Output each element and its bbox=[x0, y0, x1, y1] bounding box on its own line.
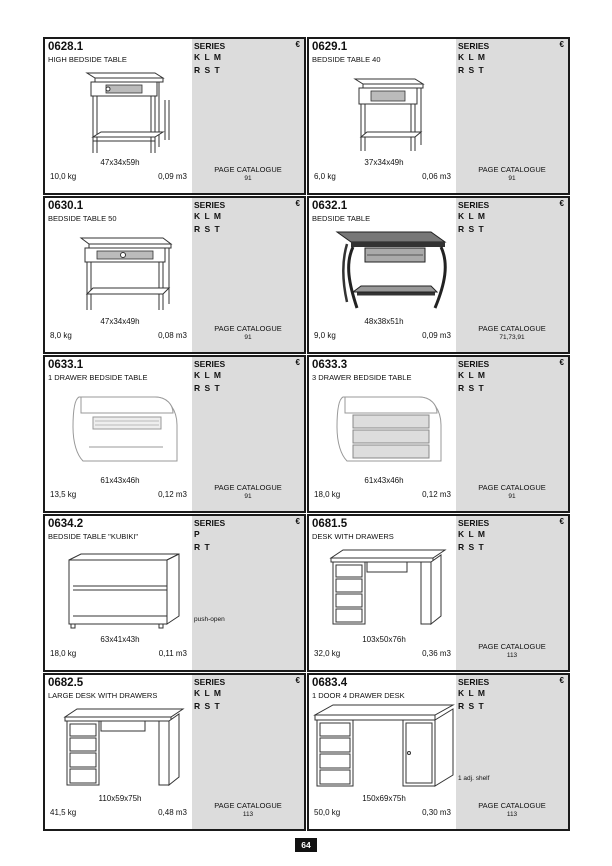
weight: 50,0 kg bbox=[314, 808, 341, 817]
product-grid bbox=[43, 37, 571, 832]
bedside-table-40-drawing bbox=[323, 65, 451, 157]
info-panel bbox=[192, 516, 304, 670]
volume: 0,11 m3 bbox=[158, 649, 187, 658]
product-name: BEDSIDE TABLE bbox=[312, 214, 371, 223]
weight: 32,0 kg bbox=[314, 649, 341, 658]
series-label: SERIES bbox=[194, 41, 226, 51]
dimensions: 150x69x75h bbox=[362, 794, 406, 803]
large-desk-drawing bbox=[59, 701, 187, 793]
catalogue-label: PAGE CATALOGUE bbox=[478, 642, 546, 651]
dimensions: 37x34x49h bbox=[364, 158, 404, 167]
series-line: K L M bbox=[194, 688, 222, 698]
catalogue-label: PAGE CATALOGUE bbox=[478, 483, 546, 492]
series-line: R S T bbox=[458, 224, 485, 234]
product-card bbox=[43, 673, 306, 831]
series-label: SERIES bbox=[194, 359, 226, 369]
series-line: R S T bbox=[194, 224, 221, 234]
product-note: push-open bbox=[194, 616, 225, 623]
series-label: SERIES bbox=[458, 200, 490, 210]
product-card bbox=[307, 196, 570, 354]
product-name: 3 DRAWER BEDSIDE TABLE bbox=[312, 373, 412, 382]
weight: 18,0 kg bbox=[314, 490, 341, 499]
product-code: 0628.1 bbox=[48, 41, 84, 53]
product-name: BEDSIDE TABLE "KUBIKI" bbox=[48, 532, 139, 541]
catalogue-page: 113 bbox=[242, 811, 254, 818]
series-line: K L M bbox=[194, 211, 222, 221]
volume: 0,12 m3 bbox=[158, 490, 187, 499]
product-code: 0632.1 bbox=[312, 200, 348, 212]
bedside-table-50-drawing bbox=[59, 224, 187, 316]
product-name: LARGE DESK WITH DRAWERS bbox=[48, 691, 158, 700]
product-name: 1 DOOR 4 DRAWER DESK bbox=[312, 691, 405, 700]
series-label: SERIES bbox=[194, 200, 226, 210]
dimensions: 48x38x51h bbox=[364, 317, 404, 326]
series-line: K L M bbox=[458, 688, 486, 698]
catalogue-page: 91 bbox=[244, 493, 252, 500]
door-drawer-desk-drawing bbox=[311, 701, 457, 793]
series-label: SERIES bbox=[458, 41, 490, 51]
product-name: BEDSIDE TABLE 50 bbox=[48, 214, 117, 223]
euro-icon: € bbox=[559, 358, 564, 367]
weight: 13,5 kg bbox=[50, 490, 77, 499]
product-code: 0633.1 bbox=[48, 359, 84, 371]
product-card bbox=[307, 37, 570, 195]
series-label: SERIES bbox=[458, 518, 490, 528]
one-drawer-bedside-drawing bbox=[59, 383, 187, 475]
catalogue-reference bbox=[193, 324, 303, 342]
product-code: 0681.5 bbox=[312, 518, 348, 530]
page-number: 64 bbox=[295, 838, 317, 852]
series-line: P bbox=[194, 529, 201, 539]
three-drawer-bedside-drawing bbox=[323, 383, 451, 475]
dimensions: 110x59x75h bbox=[98, 794, 142, 803]
dimensions: 63x41x43h bbox=[100, 635, 140, 644]
catalogue-page: 91 bbox=[508, 493, 516, 500]
catalogue-reference bbox=[457, 165, 567, 183]
catalogue-page: 71,73,91 bbox=[499, 334, 525, 341]
product-card bbox=[43, 37, 306, 195]
catalogue-label: PAGE CATALOGUE bbox=[214, 801, 282, 810]
series-line: R S T bbox=[458, 65, 485, 75]
weight: 8,0 kg bbox=[50, 331, 72, 340]
euro-icon: € bbox=[295, 199, 300, 208]
catalogue-label: PAGE CATALOGUE bbox=[214, 324, 282, 333]
series-label: SERIES bbox=[194, 677, 226, 687]
series-line: R S T bbox=[458, 383, 485, 393]
product-card bbox=[43, 514, 306, 672]
series-line: R S T bbox=[458, 542, 485, 552]
volume: 0,36 m3 bbox=[422, 649, 451, 658]
product-card bbox=[307, 514, 570, 672]
weight: 10,0 kg bbox=[50, 172, 77, 181]
volume: 0,12 m3 bbox=[422, 490, 451, 499]
desk-with-drawers-drawing bbox=[323, 542, 451, 634]
catalogue-reference bbox=[193, 801, 303, 819]
catalogue-page: 113 bbox=[506, 652, 518, 659]
euro-icon: € bbox=[559, 517, 564, 526]
series-label: SERIES bbox=[194, 518, 226, 528]
catalogue-page: 91 bbox=[508, 175, 516, 182]
catalogue-page: 113 bbox=[506, 811, 518, 818]
catalogue-label: PAGE CATALOGUE bbox=[478, 801, 546, 810]
series-line: R S T bbox=[194, 383, 221, 393]
curved-bedside-table-photo bbox=[323, 224, 451, 316]
product-code: 0629.1 bbox=[312, 41, 348, 53]
catalogue-label: PAGE CATALOGUE bbox=[214, 483, 282, 492]
dimensions: 47x34x59h bbox=[100, 158, 140, 167]
series-line: K L M bbox=[458, 370, 486, 380]
series-line: K L M bbox=[194, 370, 222, 380]
product-name: BEDSIDE TABLE 40 bbox=[312, 55, 381, 64]
catalogue-page: 91 bbox=[244, 334, 252, 341]
product-card bbox=[307, 355, 570, 513]
series-line: K L M bbox=[458, 211, 486, 221]
series-line: K L M bbox=[458, 529, 486, 539]
volume: 0,48 m3 bbox=[158, 808, 187, 817]
product-name: HIGH BEDSIDE TABLE bbox=[48, 55, 127, 64]
series-line: R S T bbox=[194, 65, 221, 75]
product-code: 0682.5 bbox=[48, 677, 84, 689]
weight: 18,0 kg bbox=[50, 649, 77, 658]
dimensions: 47x34x49h bbox=[100, 317, 140, 326]
catalogue-reference bbox=[193, 483, 303, 501]
series-label: SERIES bbox=[458, 359, 490, 369]
series-line: K L M bbox=[194, 52, 222, 62]
volume: 0,06 m3 bbox=[422, 172, 451, 181]
euro-icon: € bbox=[559, 40, 564, 49]
product-code: 0634.2 bbox=[48, 518, 84, 530]
product-card bbox=[307, 673, 570, 831]
volume: 0,09 m3 bbox=[158, 172, 187, 181]
euro-icon: € bbox=[295, 517, 300, 526]
product-code: 0630.1 bbox=[48, 200, 84, 212]
catalogue-label: PAGE CATALOGUE bbox=[478, 165, 546, 174]
product-card bbox=[43, 355, 306, 513]
weight: 6,0 kg bbox=[314, 172, 336, 181]
dimensions: 61x43x46h bbox=[364, 476, 404, 485]
high-bedside-table-drawing bbox=[59, 65, 187, 157]
catalogue-label: PAGE CATALOGUE bbox=[478, 324, 546, 333]
weight: 9,0 kg bbox=[314, 331, 336, 340]
euro-icon: € bbox=[295, 676, 300, 685]
product-code: 0633.3 bbox=[312, 359, 348, 371]
series-line: K L M bbox=[458, 52, 486, 62]
catalogue-reference bbox=[193, 165, 303, 183]
dimensions: 103x50x76h bbox=[362, 635, 406, 644]
series-line: R T bbox=[194, 542, 211, 552]
series-label: SERIES bbox=[458, 677, 490, 687]
catalogue-reference bbox=[457, 801, 567, 819]
euro-icon: € bbox=[295, 40, 300, 49]
series-line: R S T bbox=[458, 701, 485, 711]
weight: 41,5 kg bbox=[50, 808, 77, 817]
catalogue-page: 91 bbox=[244, 175, 252, 182]
catalogue-reference bbox=[457, 483, 567, 501]
euro-icon: € bbox=[559, 199, 564, 208]
series-line: R S T bbox=[194, 701, 221, 711]
product-name: 1 DRAWER BEDSIDE TABLE bbox=[48, 373, 148, 382]
dimensions: 61x43x46h bbox=[100, 476, 140, 485]
volume: 0,09 m3 bbox=[422, 331, 451, 340]
volume: 0,30 m3 bbox=[422, 808, 451, 817]
euro-icon: € bbox=[295, 358, 300, 367]
euro-icon: € bbox=[559, 676, 564, 685]
product-card bbox=[43, 196, 306, 354]
catalogue-reference bbox=[457, 324, 567, 342]
product-name: DESK WITH DRAWERS bbox=[312, 532, 394, 541]
volume: 0,08 m3 bbox=[158, 331, 187, 340]
catalogue-reference bbox=[457, 642, 567, 660]
product-note: 1 adj. shelf bbox=[458, 775, 490, 782]
product-code: 0683.4 bbox=[312, 677, 348, 689]
kubiki-bedside-drawing bbox=[59, 542, 187, 634]
catalogue-label: PAGE CATALOGUE bbox=[214, 165, 282, 174]
